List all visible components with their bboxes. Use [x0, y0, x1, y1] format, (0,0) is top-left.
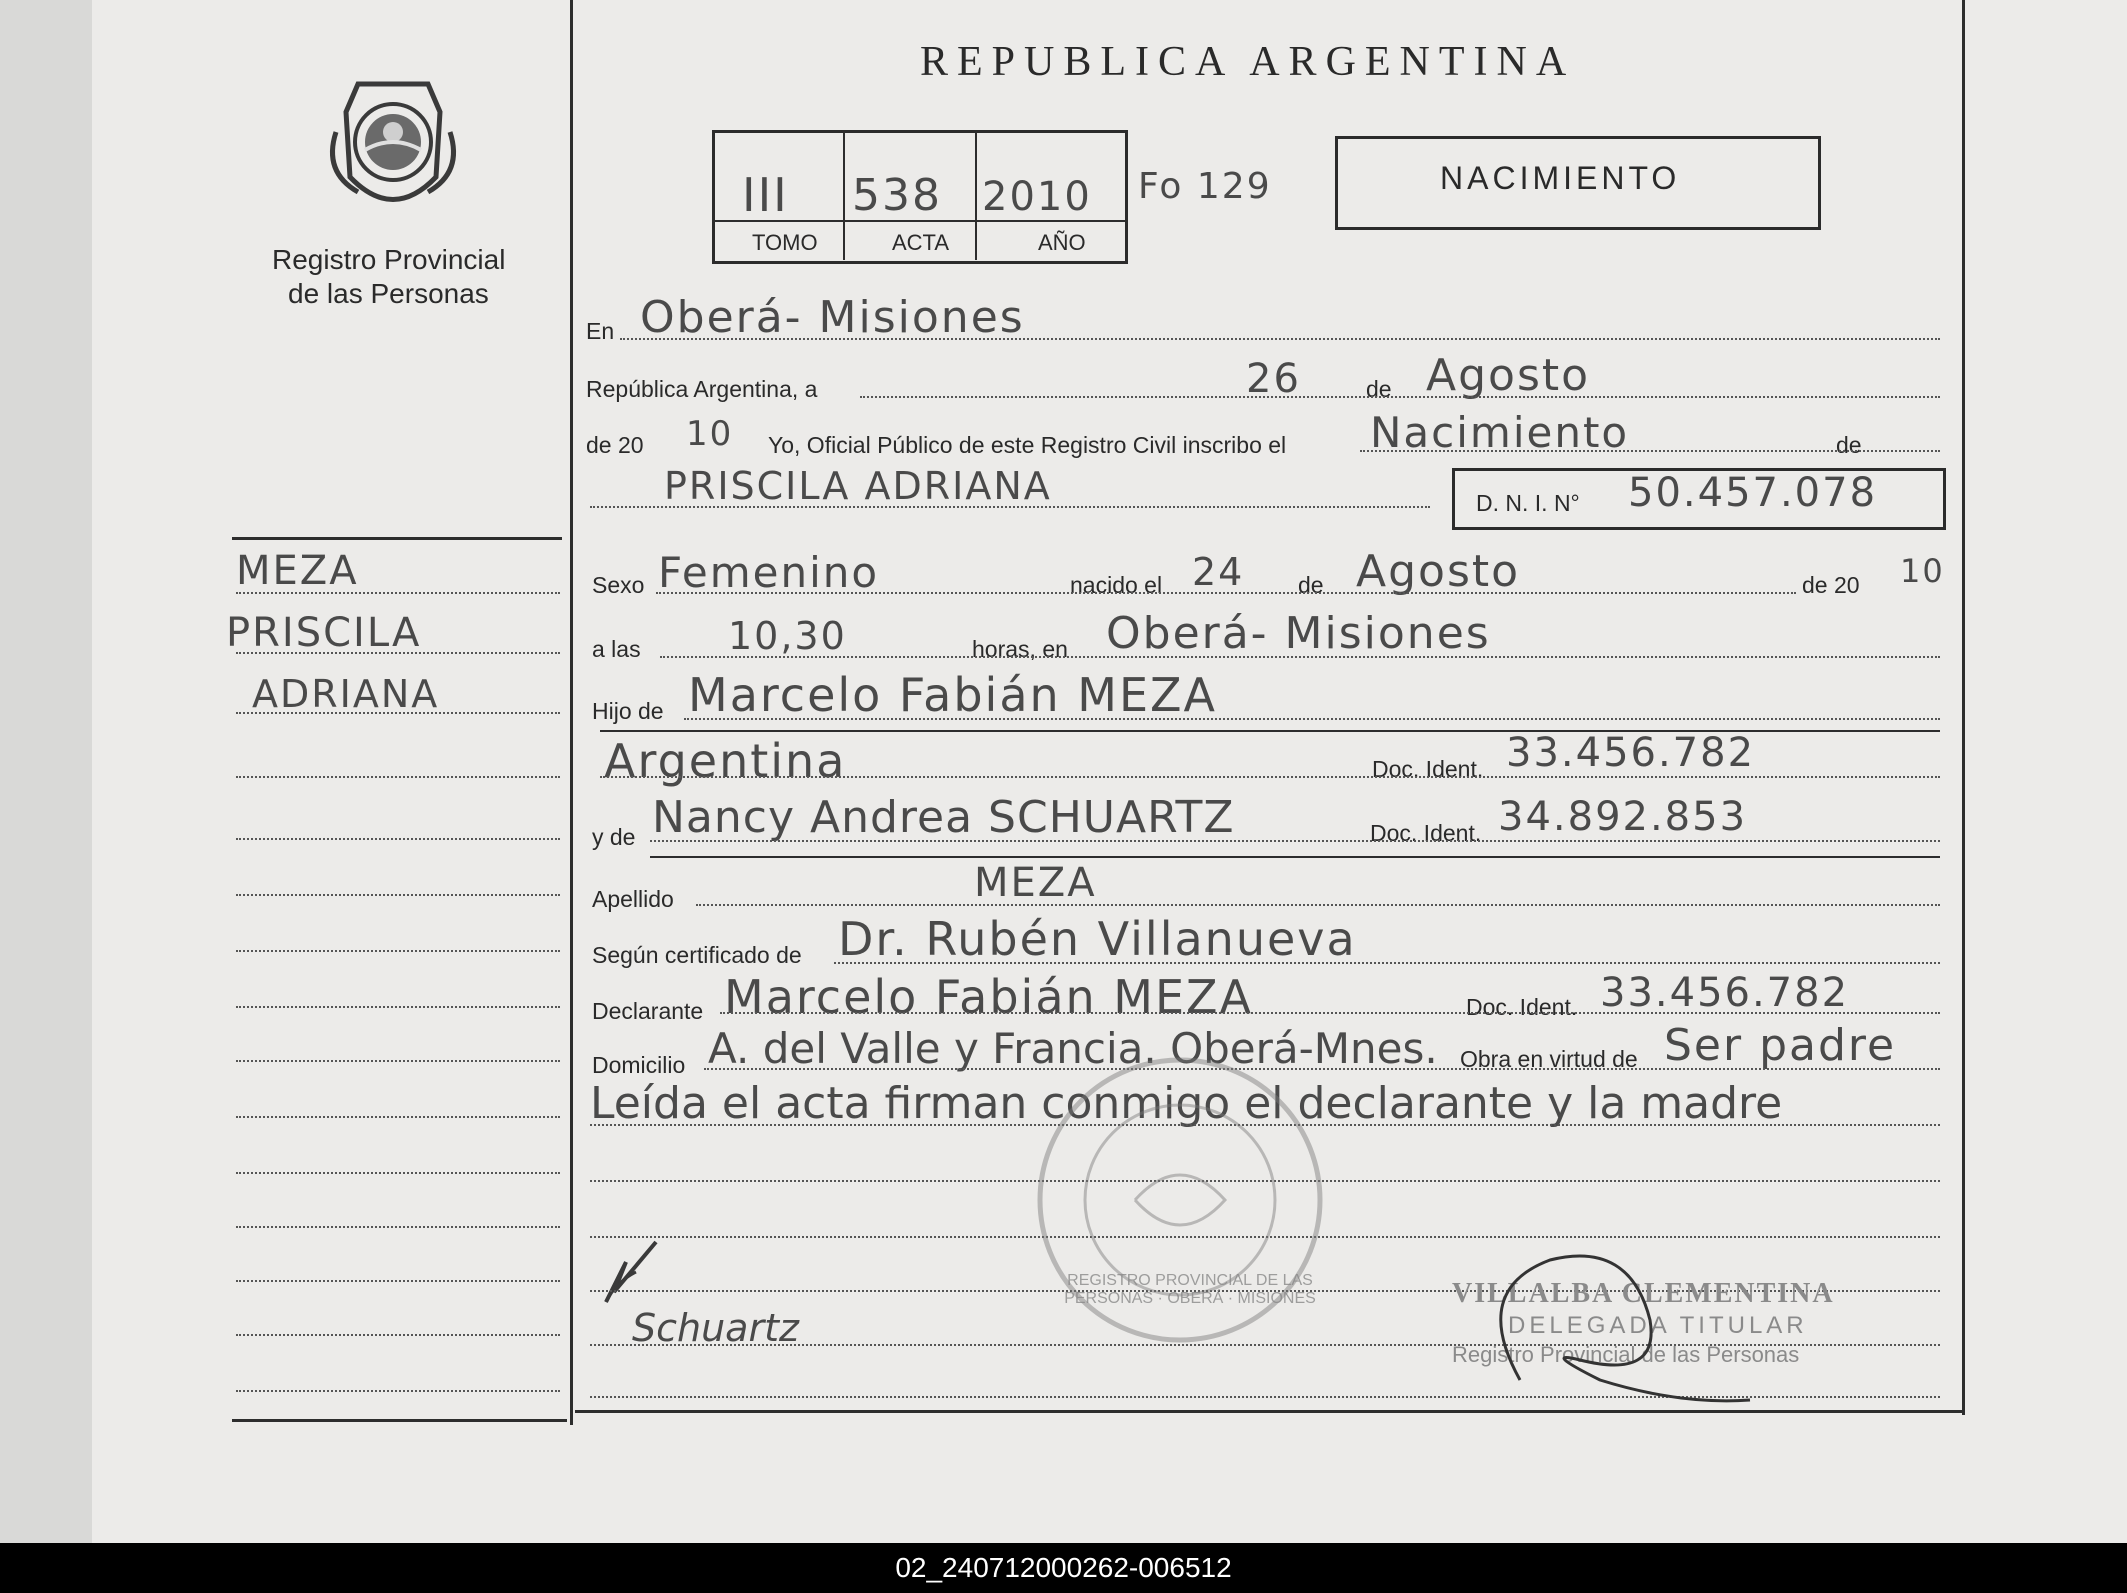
official-name: VILLALBA CLEMENTINA — [1452, 1278, 1835, 1309]
yde-line — [650, 840, 1940, 842]
apellido-value: MEZA — [974, 860, 1097, 906]
sidebar-middle-name: ADRIANA — [252, 672, 440, 716]
record-id-divider-v2 — [975, 130, 977, 260]
horas-label: horas, en — [972, 636, 1068, 662]
sidebar-surname: MEZA — [236, 548, 359, 594]
mother-doc: 34.892.853 — [1498, 794, 1748, 840]
sidebar-line-4 — [236, 776, 560, 778]
registry-name-line2: de las Personas — [288, 278, 489, 309]
sexo-line — [656, 592, 1796, 594]
sidebar-line-11 — [236, 1172, 560, 1174]
official-signature — [1480, 1230, 1760, 1410]
sidebar-line-12 — [236, 1226, 560, 1228]
sidebar-line-13 — [236, 1280, 560, 1282]
sidebar-line-3 — [236, 712, 560, 714]
sidebar-line-1 — [236, 592, 560, 594]
father-name: Marcelo Fabián MEZA — [688, 668, 1218, 722]
declarante-value: Marcelo Fabián MEZA — [724, 970, 1254, 1024]
official-office: Registro Provincial de las Personas — [1452, 1342, 1800, 1367]
registry-name-line1: Registro Provincial — [272, 244, 506, 275]
republica-line — [860, 396, 1940, 398]
folio-note: Fo 129 — [1138, 166, 1272, 207]
declarante-label: Declarante — [592, 998, 704, 1024]
alas-label: a las — [592, 636, 641, 662]
de2010-line — [1360, 450, 1940, 452]
month-value: Agosto — [1426, 350, 1591, 401]
de-label-3: de — [1298, 572, 1324, 598]
republica-label: República Argentina, a — [586, 376, 818, 402]
doc-label-2: Doc. Ident. — [1370, 820, 1482, 846]
dni-value: 50.457.078 — [1628, 470, 1878, 516]
doc-label: Doc. Ident. — [1372, 756, 1484, 782]
official-title: DELEGADA TITULAR — [1508, 1312, 1808, 1339]
sidebar-line-2 — [236, 652, 560, 654]
de2010-label: de 20 — [586, 432, 644, 458]
domicilio-label: Domicilio — [592, 1052, 686, 1078]
declarante-line — [720, 1012, 1940, 1014]
sidebar-first-name: PRISCILA — [226, 610, 422, 656]
alas-line — [660, 656, 1940, 658]
apellido-line — [696, 904, 1940, 906]
sidebar-line-8 — [236, 1006, 560, 1008]
de-label-2: de — [1836, 432, 1862, 458]
round-stamp-text: REGISTRO PROVINCIAL DE LAS PERSONAS · OBERÁ · MISIONES — [1064, 1272, 1316, 1307]
dni-label: D. N. I. N° — [1476, 490, 1580, 516]
closing-text: Leída el acta firman conmigo el declarante y la madre — [590, 1078, 1783, 1129]
sidebar-bottom-border — [232, 1419, 567, 1422]
name-value: PRISCILA ADRIANA — [664, 464, 1052, 508]
sidebar-line-5 — [236, 838, 560, 840]
sidebar-line-6 — [236, 894, 560, 896]
yo-label: Yo, Oficial Público de este Registro Civil inscribo el — [768, 432, 1287, 458]
name-line — [590, 506, 1430, 508]
de-label: de — [1366, 376, 1392, 402]
argentina-line — [600, 776, 1940, 778]
apellido-label: Apellido — [592, 886, 674, 912]
birth-month: Agosto — [1356, 546, 1521, 597]
father-nationality: Argentina — [604, 734, 847, 788]
certificado-value: Dr. Rubén Villanueva — [838, 912, 1357, 966]
obra-value: Ser padre — [1664, 1020, 1897, 1071]
sidebar-line-10 — [236, 1116, 560, 1118]
de20-label: de 20 — [1802, 572, 1860, 598]
country-title: REPUBLICA ARGENTINA — [920, 39, 1576, 85]
mother-name: Nancy Andrea SCHUARTZ — [652, 792, 1235, 843]
acta-label: ACTA — [892, 230, 950, 255]
sidebar-line-9 — [236, 1060, 560, 1062]
year-suffix: 10 — [686, 414, 734, 454]
acta-value: 538 — [852, 170, 942, 221]
segun-label: Según certificado de — [592, 942, 802, 968]
sexo-label: Sexo — [592, 572, 645, 598]
domicilio-value: A. del Valle y Francia. Oberá-Mnes. — [708, 1024, 1438, 1073]
sexo-value: Femenino — [658, 548, 880, 597]
sidebar-line-14 — [236, 1334, 560, 1336]
yde-label: y de — [592, 824, 636, 850]
inscribe-value: Nacimiento — [1370, 408, 1630, 457]
birth-day: 24 — [1192, 550, 1245, 594]
en-line — [620, 338, 1940, 340]
right-border — [1962, 0, 1965, 1415]
tomo-label: TOMO — [752, 230, 818, 255]
segun-line — [834, 962, 1940, 964]
record-type: NACIMIENTO — [1440, 160, 1681, 196]
mother-signature-text: Schuartz — [632, 1306, 799, 1350]
en-value: Oberá- Misiones — [640, 292, 1025, 343]
hour-value: 10,30 — [728, 614, 847, 658]
anio-value: 2010 — [982, 174, 1092, 220]
sidebar-line-15 — [236, 1390, 560, 1392]
hijo-line — [684, 718, 1940, 720]
birth-year-suffix: 10 — [1900, 552, 1945, 590]
anio-label: AÑO — [1038, 230, 1086, 255]
father-doc: 33.456.782 — [1506, 730, 1756, 776]
left-column-border — [570, 0, 573, 1425]
form-bottom-border — [575, 1410, 1963, 1413]
tomo-value: III — [742, 168, 789, 222]
nacido-label: nacido el — [1070, 572, 1163, 598]
day-value: 26 — [1246, 356, 1301, 402]
obra-label: Obra en virtud de — [1460, 1046, 1638, 1072]
record-id-divider-v1 — [843, 130, 845, 260]
declarante-doc: 33.456.782 — [1600, 970, 1850, 1016]
scan-id-footer: 02_240712000262-006512 — [0, 1543, 2127, 1593]
yde-underline — [650, 856, 1940, 858]
sidebar-top-border — [232, 537, 562, 540]
hijo-label: Hijo de — [592, 698, 664, 724]
birth-place: Oberá- Misiones — [1106, 608, 1491, 659]
province-seal-logo — [318, 72, 468, 222]
en-label: En — [586, 318, 615, 344]
sidebar-line-7 — [236, 950, 560, 952]
doc-label-3: Doc. Ident. — [1466, 994, 1578, 1020]
